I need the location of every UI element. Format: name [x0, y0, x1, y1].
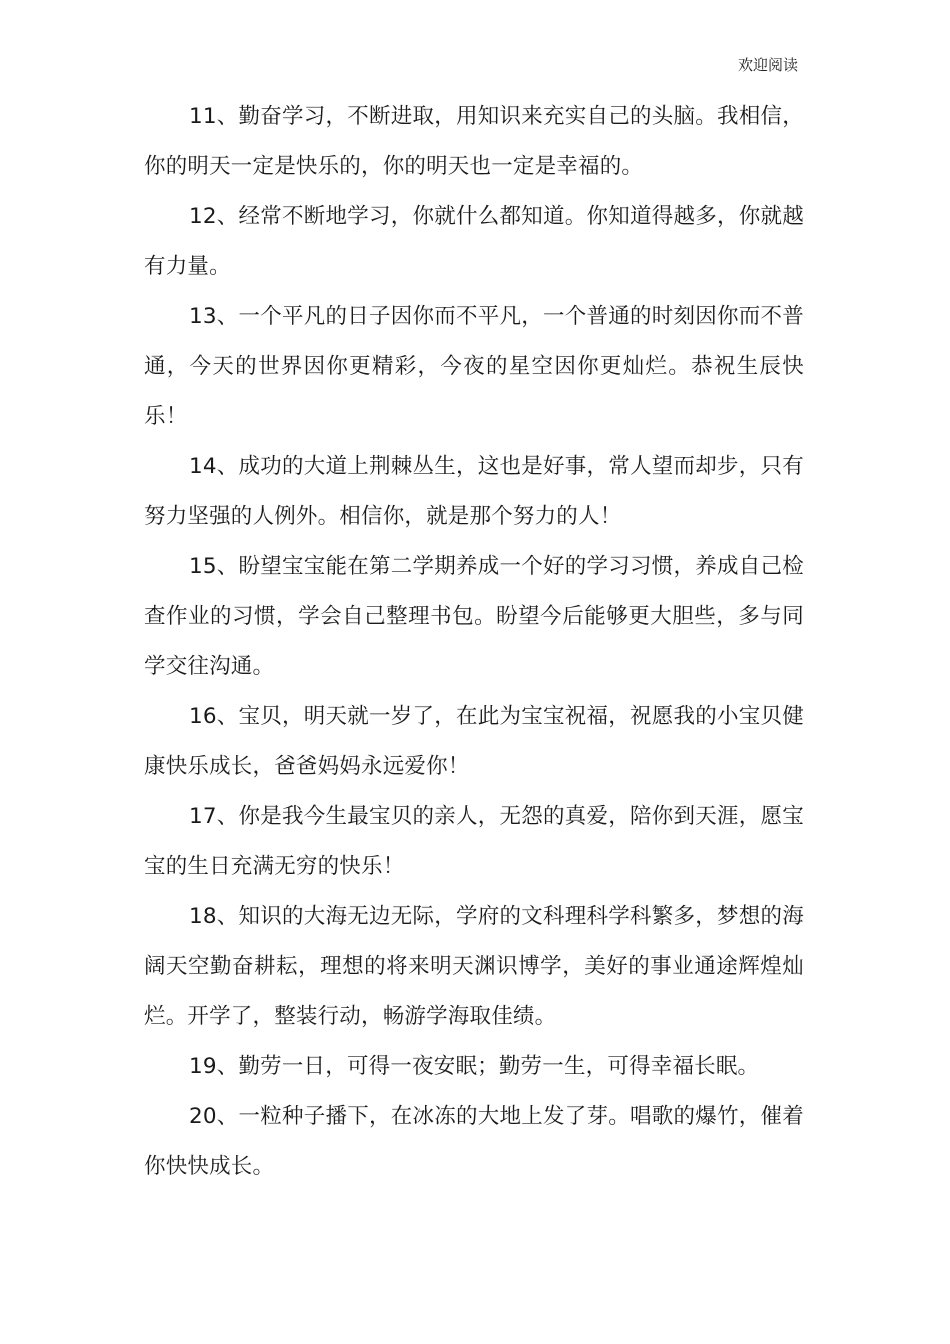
- paragraph-15: 15、盼望宝宝能在第二学期养成一个好的学习习惯，养成自己检查作业的习惯，学会自己整理书包。盼望今后能够更大胆些，多与同学交往沟通。: [144, 554, 804, 679]
- paragraph-13: 13、一个平凡的日子因你而不平凡，一个普通的时刻因你而不普通，今天的世界因你更精彩，今夜的星空因你更灿烂。恭祝生辰快乐！: [144, 304, 804, 429]
- paragraph-14: 14、成功的大道上荆棘丛生，这也是好事，常人望而却步，只有努力坚强的人例外。相信你，就是那个努力的人！: [144, 454, 804, 529]
- paragraph-20: 20、一粒种子播下，在冰冻的大地上发了芽。唱歌的爆竹，催着你快快成长。: [144, 1104, 804, 1179]
- paragraph-16: 16、宝贝，明天就一岁了，在此为宝宝祝福，祝愿我的小宝贝健康快乐成长，爸爸妈妈永远爱你！: [144, 704, 804, 779]
- paragraph-11: 11、勤奋学习，不断进取，用知识来充实自己的头脑。我相信，你的明天一定是快乐的，你的明天也一定是幸福的。: [144, 104, 804, 179]
- paragraph-12: 12、经常不断地学习，你就什么都知道。你知道得越多，你就越有力量。: [144, 204, 804, 279]
- document-body: [144, 92, 804, 1192]
- paragraph-17: 17、你是我今生最宝贝的亲人，无怨的真爱，陪你到天涯，愿宝宝的生日充满无穷的快乐！: [144, 804, 804, 879]
- paragraph-18: 18、知识的大海无边无际，学府的文科理科学科繁多，梦想的海阔天空勤奋耕耘，理想的将来明天渊识博学，美好的事业通途辉煌灿烂。开学了，整装行动，畅游学海取佳绩。: [144, 904, 804, 1029]
- paragraph-19: 19、勤劳一日，可得一夜安眠；勤劳一生，可得幸福长眠。: [189, 1054, 760, 1079]
- page-header: 欢迎阅读: [737, 56, 798, 74]
